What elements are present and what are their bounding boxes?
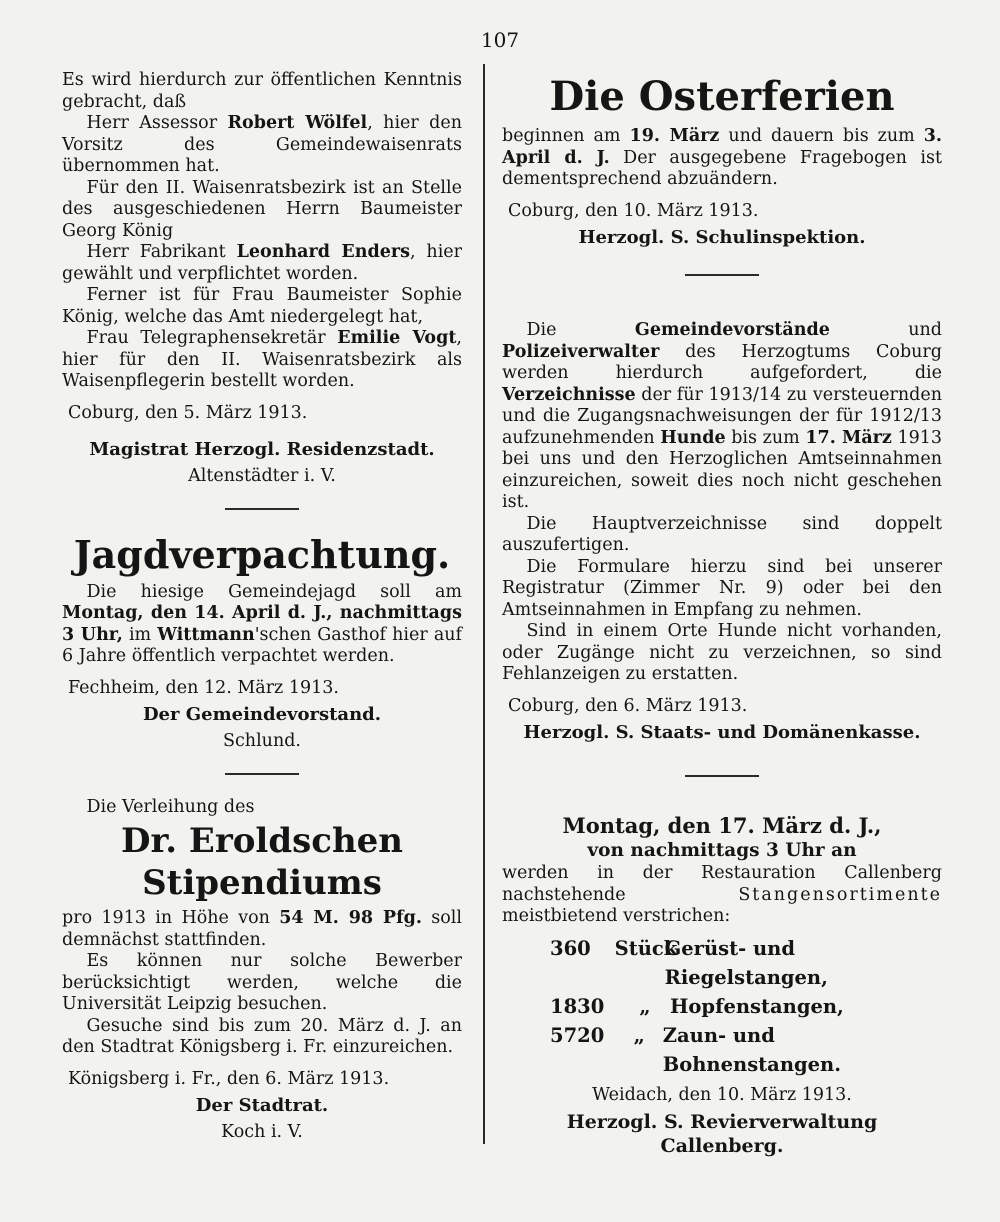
notice-stangenversteigerung bbox=[502, 813, 942, 1158]
notice-subtitle: von nachmittags 3 Uhr an bbox=[587, 840, 857, 861]
lot-unit: Stück bbox=[614, 936, 678, 960]
text-span: bis zum bbox=[725, 427, 806, 448]
lot-type: Zaun- und Bohnenstangen. bbox=[662, 1023, 841, 1076]
highlight: Hunde bbox=[660, 427, 726, 448]
notice-place-date: Königsberg i. Fr., den 6. März 1913. bbox=[68, 1068, 390, 1089]
notice-text: Die Hauptverzeichnisse sind doppelt auszufertigen. bbox=[502, 513, 942, 555]
lot-row bbox=[550, 1021, 942, 1079]
highlight: Verzeichnisse bbox=[502, 384, 636, 405]
notice-text bbox=[502, 863, 942, 928]
highlight: Gemeindevorstände bbox=[634, 320, 830, 340]
notice-text bbox=[62, 582, 462, 668]
person-name: Emilie Vogt bbox=[337, 328, 457, 348]
notice-signature: Herzogl. S. Schulinspektion. bbox=[578, 227, 866, 248]
notice-title: Die Osterferien bbox=[549, 73, 895, 120]
text-span: 'schen Gasthof hier auf 6 Jahre öffentlich verpachtet werden. bbox=[62, 624, 462, 666]
lot-count: 360 bbox=[550, 936, 591, 960]
text-span: Die bbox=[526, 320, 635, 340]
notice-osterferien bbox=[502, 74, 942, 250]
lot-unit: „ bbox=[633, 1023, 645, 1047]
notice-place-date: Coburg, den 6. März 1913. bbox=[508, 695, 748, 716]
separator-rule bbox=[225, 508, 299, 510]
page-number: 107 bbox=[480, 28, 520, 52]
notice-title: Jagdverpachtung. bbox=[73, 531, 451, 577]
lot-list bbox=[550, 934, 942, 1079]
lot-type: Gerüst- und Riegelstangen, bbox=[664, 936, 828, 989]
text-span: des Herzogtums Coburg werden hierdurch aufgefordert, die bbox=[502, 341, 942, 383]
text-span: soll demnächst stattfinden. bbox=[62, 908, 462, 950]
notice-text bbox=[62, 242, 462, 285]
lot-unit: „ bbox=[639, 994, 651, 1018]
text-span: und dauern bis zum bbox=[719, 126, 924, 146]
highlight: Polizeiverwalter bbox=[502, 341, 660, 362]
notice-signature: Magistrat Herzogl. Residenzstadt. bbox=[89, 439, 435, 460]
text-span: im bbox=[122, 624, 158, 645]
person-name: Robert Wölfel bbox=[227, 113, 368, 133]
column-divider bbox=[483, 64, 485, 1144]
notice-title: Montag, den 17. März d. J., bbox=[562, 813, 882, 838]
notice-text bbox=[502, 320, 942, 514]
notice-hundesteuer bbox=[502, 320, 942, 745]
notice-stipendium bbox=[62, 797, 462, 1144]
notice-text bbox=[502, 126, 942, 191]
separator-rule bbox=[225, 773, 299, 775]
text-span: , hier für den II. Waisenratsbezirk als Waisenpflegerin bestellt worden. bbox=[62, 328, 462, 391]
notice-signatory: Koch i. V. bbox=[221, 1122, 303, 1142]
notice-waisenrat bbox=[62, 70, 462, 488]
lot-row bbox=[550, 934, 942, 992]
amount: 54 M. 98 Pfg. bbox=[279, 908, 422, 928]
text-span: Die hiesige Gemeindejagd soll am bbox=[86, 581, 462, 602]
right-column bbox=[502, 70, 942, 1222]
text-span: meistbietend verstrichen: bbox=[502, 906, 731, 926]
notice-place-date: Coburg, den 5. März 1913. bbox=[68, 402, 308, 423]
notice-text bbox=[62, 908, 462, 951]
text-span: beginnen am bbox=[502, 126, 630, 146]
notice-signatory: Schlund. bbox=[223, 731, 301, 751]
notice-text: Es können nur solche Bewerber berücksichtigt werden, welche die Universität Leipzig besuchen. bbox=[62, 951, 462, 1014]
notice-title: Dr. Eroldschen Stipendiums bbox=[120, 821, 404, 903]
notice-text: Es wird hierdurch zur öffentlichen Kenntnis gebracht, daß bbox=[62, 70, 462, 112]
text-span: der für 1913/14 zu versteuernden und die Zugangsnachweisungen der für 1912/13 aufzunehmenden bbox=[502, 384, 942, 448]
notice-signature: Der Gemeindevorstand. bbox=[142, 704, 382, 725]
separator-rule bbox=[685, 775, 759, 777]
notice-text bbox=[62, 113, 462, 178]
left-column bbox=[62, 70, 462, 1222]
notice-text: Die Formulare hierzu sind bei unserer Registratur (Zimmer Nr. 9) oder bei den Amtseinnahmen in Empfang zu nehmen. bbox=[502, 556, 942, 620]
notice-jagdverpachtung bbox=[62, 532, 462, 753]
notice-place-date: Coburg, den 10. März 1913. bbox=[508, 200, 759, 221]
lot-count: 5720 bbox=[550, 1023, 605, 1047]
lot-type: Hopfenstangen, bbox=[670, 994, 844, 1018]
date: 3. April d. J. bbox=[502, 126, 943, 168]
notice-text: Gesuche sind bis zum 20. März d. J. an den Stadtrat Königsberg i. Fr. einzureichen. bbox=[62, 1015, 462, 1057]
text-span: Herr Fabrikant bbox=[86, 242, 237, 262]
date: 17. März bbox=[805, 427, 892, 448]
text-span: pro 1913 in Höhe von bbox=[62, 908, 280, 928]
notice-place-date: Weidach, den 10. März 1913. bbox=[592, 1084, 852, 1105]
text-span: und bbox=[829, 320, 943, 340]
date: 19. März bbox=[629, 126, 720, 146]
person-name: Leonhard Enders bbox=[236, 242, 410, 262]
text-span: 1913 bei uns und den Herzoglichen Amtseinnahmen einzureichen, soweit dies noch nicht geschehen ist. bbox=[502, 427, 942, 512]
notice-text: Sind in einem Orte Hunde nicht vorhanden, oder Zugänge nicht zu verzeichnen, so sind Fehlanzeigen zu erstatten. bbox=[502, 621, 942, 684]
text-span: , hier den Vorsitz des Gemeindewaisenrats übernommen hat. bbox=[62, 113, 463, 176]
notice-signatory: Altenstädter i. V. bbox=[188, 466, 336, 486]
text-span: Frau Telegraphensekretär bbox=[86, 328, 338, 348]
notice-text bbox=[62, 328, 462, 393]
notice-intro: Die Verleihung des bbox=[86, 796, 255, 817]
notice-signature: Herzogl. S. Revierverwaltung Callenberg. bbox=[566, 1111, 878, 1157]
lot-row bbox=[550, 992, 942, 1021]
venue-name: Wittmann bbox=[157, 624, 255, 645]
notice-text: Für den II. Waisenratsbezirk ist an Stelle des ausgeschiedenen Herrn Baumeister Georg König bbox=[62, 177, 462, 241]
date-time: Montag, den 14. April d. J., nachmittags 3 Uhr, bbox=[62, 603, 462, 645]
separator-rule bbox=[685, 274, 759, 276]
notice-signature: Herzogl. S. Staats- und Domänenkasse. bbox=[523, 722, 921, 743]
notice-signature: Der Stadtrat. bbox=[195, 1095, 329, 1116]
notice-place-date: Fechheim, den 12. März 1913. bbox=[68, 677, 339, 698]
text-span: , hier gewählt und verpflichtet worden. bbox=[62, 242, 463, 284]
notice-text: Ferner ist für Frau Baumeister Sophie König, welche das Amt niedergelegt hat, bbox=[62, 285, 462, 327]
spaced-term: Stangensortimente bbox=[738, 884, 942, 905]
text-span: Der ausgegebene Fragebogen ist dementsprechend abzuändern. bbox=[502, 147, 943, 189]
text-span: Herr Assessor bbox=[86, 113, 228, 133]
lot-count: 1830 bbox=[550, 994, 605, 1018]
text-span: werden in der Restauration Callenberg nachstehende bbox=[502, 863, 942, 905]
